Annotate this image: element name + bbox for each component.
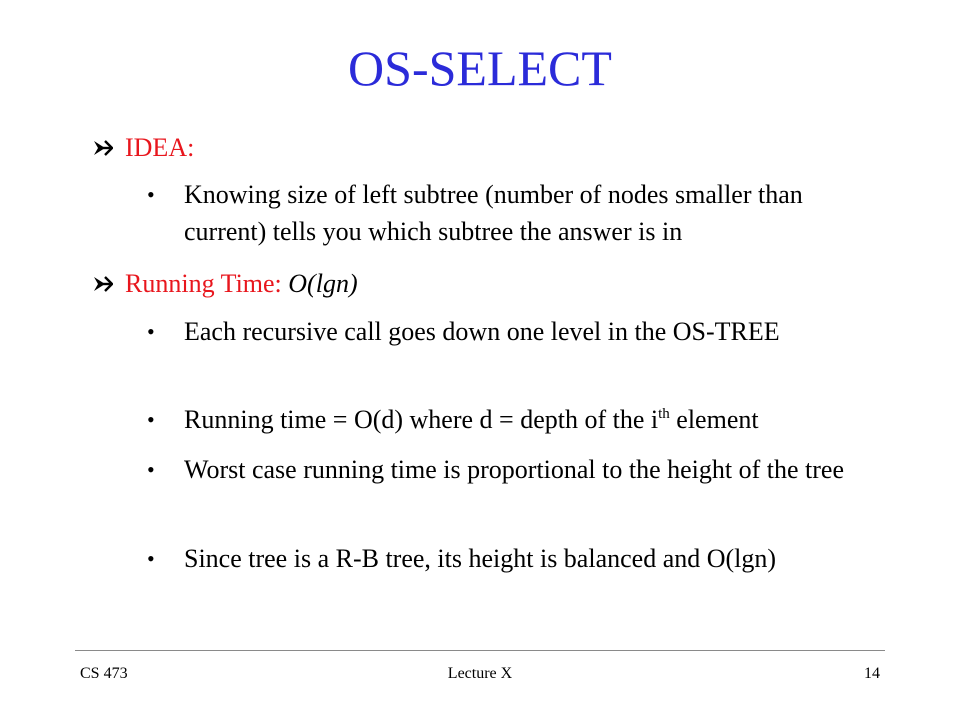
bullet-dot: • <box>147 546 155 571</box>
bullet-text: Since tree is a R-B tree, its height is balanced and O(lgn) <box>184 544 777 573</box>
bullet-dot: • <box>147 457 155 482</box>
bullet-text <box>184 401 887 438</box>
section-heading-running-time <box>93 268 358 300</box>
bullet-text-part: Running time = O(d) where d = depth of the i <box>184 405 659 434</box>
heading-label: IDEA: <box>125 133 195 162</box>
arrow-check-icon <box>93 134 113 154</box>
bullet-dot: • <box>147 319 155 344</box>
bullet-text-part: element <box>669 405 759 434</box>
bullet-text: Each recursive call goes down one level in the OS-TREE <box>184 317 780 346</box>
bullet-item <box>147 451 887 488</box>
section-heading-idea <box>93 132 194 164</box>
heading-math: O(lgn) <box>288 269 358 298</box>
arrow-check-icon <box>93 270 113 290</box>
footer-divider <box>75 650 885 651</box>
bullet-item <box>147 176 887 250</box>
superscript: th <box>658 406 670 422</box>
heading-label: Running Time: <box>125 269 282 298</box>
bullet-item <box>147 540 887 577</box>
bullet-item <box>147 313 887 350</box>
footer-lecture: Lecture X <box>447 665 513 682</box>
footer-course: CS 473 <box>80 665 128 682</box>
bullet-dot: • <box>147 182 155 207</box>
bullet-text: Worst case running time is proportional to the height of the tree <box>184 455 845 484</box>
footer-page-number: 14 <box>864 665 880 682</box>
bullet-item <box>147 401 887 438</box>
bullet-text: Knowing size of left subtree (number of nodes smaller than current) tells you which subtree the answer is in <box>184 180 803 246</box>
slide-title: OS-SELECT <box>348 40 612 96</box>
bullet-dot: • <box>147 407 155 432</box>
